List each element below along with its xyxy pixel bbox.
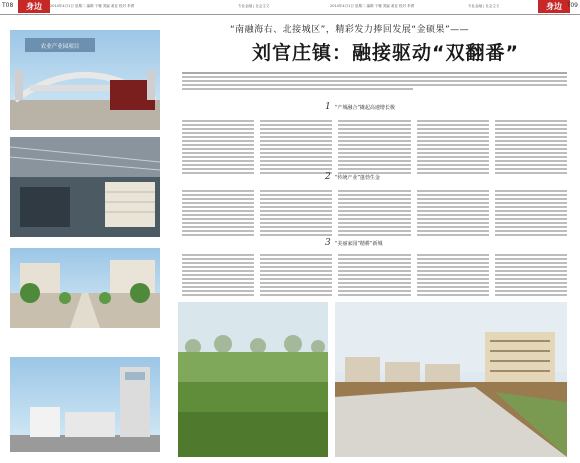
section-2-header: [325, 172, 380, 182]
photo-green-field: [178, 302, 328, 457]
right-editor-tag: 专业金融 | 社会主义: [468, 4, 500, 8]
section-3-header: [325, 238, 383, 248]
section-1-body: [182, 118, 567, 176]
photo-residential-street: [10, 248, 160, 328]
section-1-header: [325, 102, 395, 112]
left-section-badge: 身边: [18, 0, 50, 13]
section-2-body: [182, 188, 567, 238]
section-2-number: 2: [325, 172, 331, 182]
right-section-badge: 身边: [538, 0, 570, 13]
section-1-title: “产城融合”撬起高速增长极: [334, 104, 395, 111]
photo-industrial-park-gate: [10, 30, 160, 130]
article-title: 刘官庄镇：融接驱动“双翻番”: [252, 42, 519, 64]
photo-white-buildings: [10, 357, 160, 452]
left-page-number: T08: [2, 2, 14, 9]
section-2-title: “传统产业”蓬勃生金: [334, 174, 380, 181]
section-3-number: 3: [325, 238, 331, 248]
right-page-number: T09: [566, 2, 578, 9]
section-3-body: [182, 252, 567, 297]
left-dateline: 2014年4月1日 星期二 编辑 于娜 美编 姜亚 校对 李勇: [50, 4, 135, 8]
photo-factory-interior: [10, 137, 160, 237]
section-1-number: 1: [325, 102, 331, 112]
article-subtitle: “南融海右、北接城区”，精彩发力捧回发展“金硕果”——: [230, 25, 470, 35]
photo-apartment-blocks: [335, 302, 567, 457]
lead-paragraph: [182, 70, 567, 96]
left-editor-tag: 专业金融 | 社会主义: [238, 4, 270, 8]
page-header-bar: [0, 0, 580, 15]
section-3-title: “美丽家园”精耕“新城: [334, 240, 383, 247]
gate-sign-text: 农业产业园项目: [40, 44, 80, 50]
right-dateline: 2014年4月1日 星期二 编辑 于娜 美编 姜亚 校对 李勇: [330, 4, 415, 8]
